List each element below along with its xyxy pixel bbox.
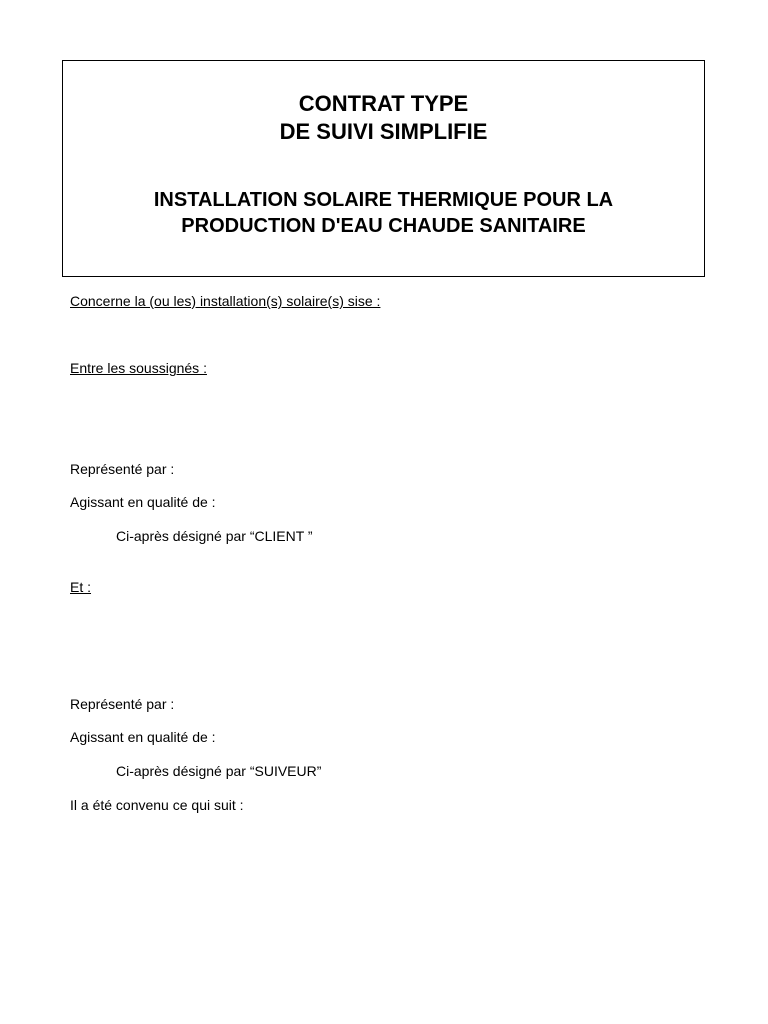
designe-client: Ci-après désigné par “CLIENT ” [116, 528, 313, 544]
concerne-label: Concerne la (ou les) installation(s) solaire(s) sise : [70, 293, 381, 309]
represente-par-client: Représenté par : [70, 461, 175, 477]
et-label: Et : [70, 579, 92, 595]
title-line-1: CONTRAT TYPE [298, 91, 469, 116]
agissant-qualite-client: Agissant en qualité de : [70, 494, 216, 510]
represente-par-suiveur: Représenté par : [70, 696, 175, 712]
convenu-label: Il a été convenu ce qui suit : [70, 797, 244, 813]
subtitle-line-2: PRODUCTION D'EAU CHAUDE SANITAIRE [181, 215, 586, 237]
designe-suiveur: Ci-après désigné par “SUIVEUR” [116, 763, 322, 779]
agissant-qualite-suiveur: Agissant en qualité de : [70, 729, 216, 745]
title-line-2: DE SUIVI SIMPLIFIE [279, 119, 488, 144]
subtitle-line-1: INSTALLATION SOLAIRE THERMIQUE POUR LA [153, 189, 614, 211]
entre-label: Entre les soussignés : [70, 360, 207, 376]
title-box [62, 60, 705, 277]
